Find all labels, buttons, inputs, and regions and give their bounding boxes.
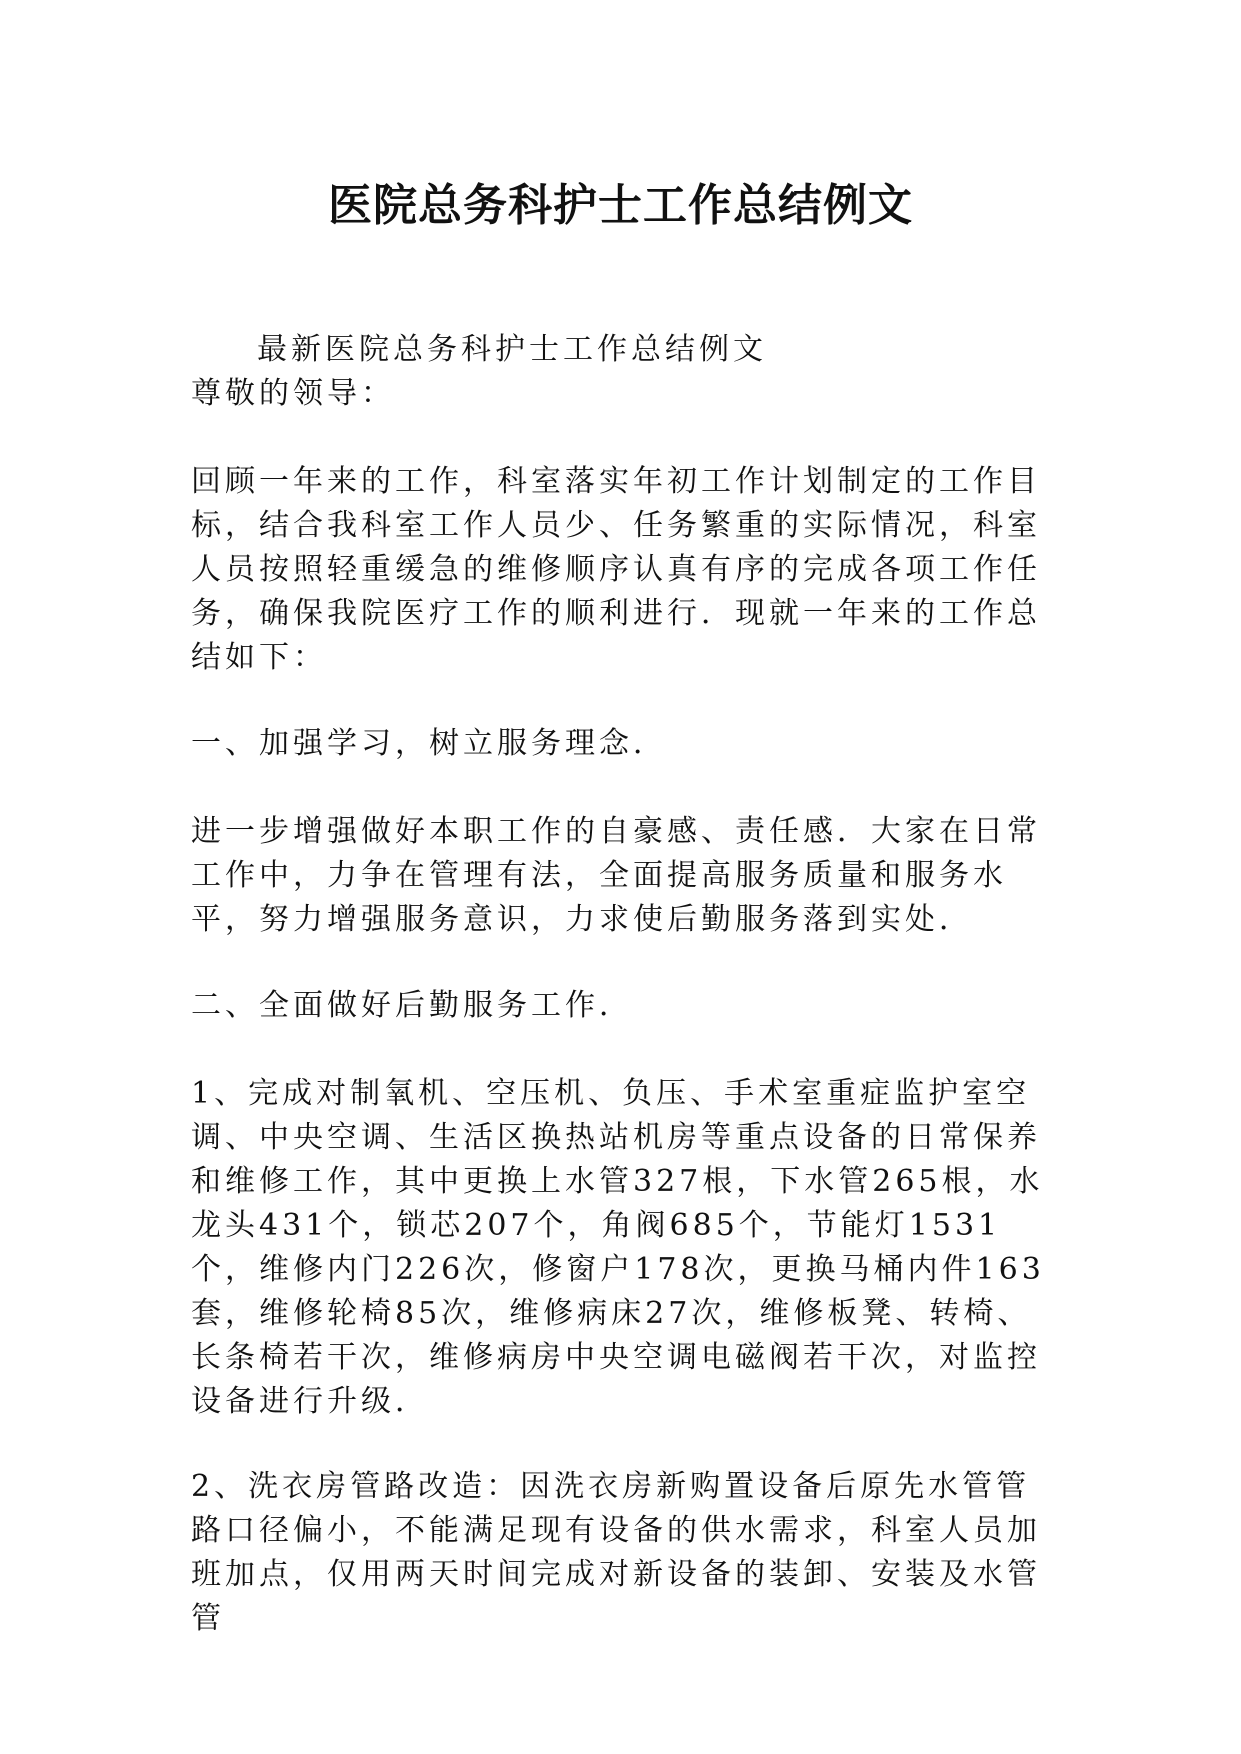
salutation: 尊敬的领导： <box>191 376 395 411</box>
paragraph-laundry: 2、洗衣房管路改造：因洗衣房新购置设备后原先水管管路口径偏小，不能满足现有设备的供水需求，科室人员加班加点，仅用两天时间完成对新设备的装卸、安装及水管管 <box>191 1469 1041 1636</box>
document-title: 医院总务科护士工作总结例文 <box>328 180 913 231</box>
section-heading-service: 二、全面做好后勤服务工作． <box>191 988 633 1023</box>
paragraph-study: 进一步增强做好本职工作的自豪感、责任感．大家在日常工作中，力争在管理有法，全面提高服务质量和服务水平，努力增强服务意识，力求使后勤服务落到实处． <box>191 814 1041 937</box>
paragraph-review: 回顾一年来的工作，科室落实年初工作计划制定的工作目标，结合我科室工作人员少、任务繁重的实际情况，科室人员按照轻重缓急的维修顺序认真有序的完成各项工作任务，确保我院医疗工作的顺利进行．现就一年来的工作总结如下： <box>191 464 1041 675</box>
section-heading-study: 一、加强学习，树立服务理念． <box>191 726 667 761</box>
paragraph-maintenance: 1、完成对制氧机、空压机、负压、手术室重症监护室空调、中央空调、生活区换热站机房等重点设备的日常保养和维修工作，其中更换上水管327根，下水管265根，水龙头431个，锁芯207个，角阀685个，节能灯1531个，维修内门226次，修窗户178次，更换马桶内件163套，维修轮椅85次，维修病床27次，维修板凳、转椅、长条椅若干次，维修病房中央空调电磁阀若干次，对监控设备进行升级． <box>191 1076 1045 1419</box>
document-subtitle: 最新医院总务科护士工作总结例文 <box>257 332 767 367</box>
